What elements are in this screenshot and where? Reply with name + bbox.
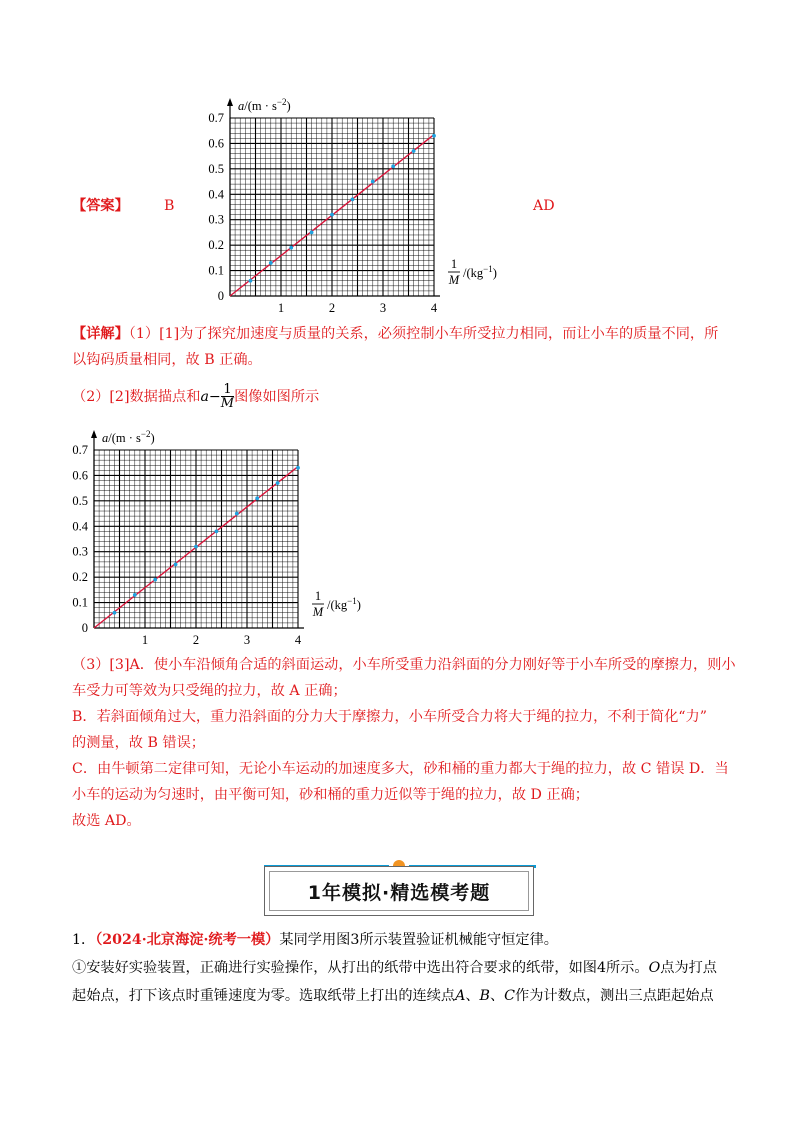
question-line-3: 起始点，打下该点时重锤速度为零。选取纸带上打出的连续点A、B、C作为计数点，测出三点距起始点	[72, 988, 714, 1004]
y-tick-label: 0	[81, 621, 88, 635]
section-banner	[264, 862, 536, 918]
x-tick-label: 1	[141, 633, 149, 647]
data-point	[412, 149, 416, 153]
chart-svg	[196, 92, 516, 315]
x-tick-label: 2	[328, 301, 336, 315]
detail-paragraph-2: （2）[2]数据描点和 a − $\frac{1}{M}$ 图像如图所示	[72, 382, 320, 411]
y-tick-label: 0.4	[208, 187, 224, 202]
data-point	[133, 593, 137, 597]
x-tick-label: 1	[277, 301, 285, 315]
y-tick-label: 0.2	[208, 238, 224, 253]
detail-paragraph-3a: （3）[3]A．使小车沿倾角合适的斜面运动，小车所受重力沿斜面的分力刚好等于小车所受的摩擦力，则小	[72, 657, 736, 673]
formula-var-a: a	[200, 388, 209, 405]
data-point	[310, 231, 314, 235]
question-source: （2024·北京海淀·统考一模）	[95, 932, 280, 948]
data-point	[113, 611, 117, 615]
x-tick-label: 2	[192, 633, 200, 647]
data-point	[296, 466, 300, 470]
grid	[230, 118, 434, 296]
x-tick-label: 4	[294, 633, 302, 647]
answer-blank-1: B	[164, 198, 175, 214]
y-tick-label: 0.5	[208, 161, 224, 176]
y-tick-label: 0.1	[72, 595, 88, 610]
y-axis-label: $a/(m \cdot s^{-2})$	[238, 97, 291, 113]
x-tick-label: 4	[430, 301, 438, 315]
y-tick-label: 0.7	[208, 111, 224, 125]
y-tick-label: 0.3	[208, 212, 224, 227]
detail-paragraph-3b: 车受力可等效为只受绳的拉力，故 A 正确；	[72, 683, 347, 699]
formula-fraction: $\frac{1}{M}$	[220, 382, 235, 411]
question-number: 1．	[72, 932, 96, 948]
data-point	[235, 512, 239, 516]
data-point	[276, 481, 280, 485]
question-line-2: ①安装好实验装置，正确进行实验操作，从打出的纸带中选出符合要求的纸带，如图4所示。O点为打点	[72, 960, 717, 976]
data-point	[432, 134, 436, 138]
data-point	[391, 164, 395, 168]
question-line-1: 1．（2024·北京海淀·统考一模）某同学用图3所示装置验证机械能守恒定律。	[72, 932, 558, 948]
y-tick-label: 0.7	[72, 443, 88, 457]
banner-inner	[269, 871, 529, 911]
x-axis-label: $/(kg^{-1})$	[463, 264, 497, 280]
y-tick-label: 0.3	[72, 544, 88, 559]
data-point	[249, 279, 253, 283]
y-tick-label: 0.6	[72, 468, 88, 483]
y-tick-label: 0	[217, 289, 224, 303]
detail-paragraph-3f: 小车的运动为匀速时，由平衡可知，砂和桶的重力近似等于绳的拉力，故 D 正确；	[72, 787, 589, 803]
x-label-denominator: M	[448, 273, 460, 287]
y-tick-label: 0.5	[72, 493, 88, 508]
x-axis-label: $/(kg^{-1})$	[327, 596, 361, 612]
data-point	[330, 213, 334, 217]
data-point	[289, 246, 293, 250]
y-axis-arrow-icon	[227, 98, 233, 106]
chart-acceleration-vs-inverse-mass-1	[196, 92, 516, 315]
chart-acceleration-vs-inverse-mass-2	[60, 424, 380, 647]
detail-paragraph-1b: 以钩码质量相同，故 B 正确。	[72, 352, 262, 368]
data-point	[351, 197, 355, 201]
detail-paragraph-3e: C．由牛顿第二定律可知，无论小车运动的加速度多大，砂和桶的重力都大于绳的拉力，故 C 错误 D．当	[72, 761, 729, 777]
data-point	[269, 261, 273, 265]
y-axis-arrow-icon	[91, 430, 97, 438]
y-tick-label: 0.2	[72, 570, 88, 585]
x-label-denominator: M	[312, 605, 324, 619]
x-tick-label: 3	[243, 633, 251, 647]
grid	[94, 450, 298, 628]
answer-blank-2: AD	[533, 198, 555, 214]
detail-label: 【详解】	[72, 326, 129, 342]
detail-paragraph-3c: B．若斜面倾角过大，重力沿斜面的分力大于摩擦力，小车所受合力将大于绳的拉力，不利于简化“力”	[72, 709, 707, 725]
data-point	[215, 529, 219, 533]
detail-paragraph-3g: 故选 AD。	[72, 813, 141, 829]
y-axis-label: $a/(m \cdot s^{-2})$	[102, 429, 155, 445]
data-point	[174, 563, 178, 567]
chart-svg	[60, 424, 380, 647]
data-point	[194, 545, 198, 549]
y-tick-label: 0.6	[208, 136, 224, 151]
x-tick-label: 3	[379, 301, 387, 315]
x-label-numerator: 1	[450, 257, 458, 271]
data-point	[153, 578, 157, 582]
y-tick-label: 0.4	[72, 519, 88, 534]
data-point	[255, 496, 259, 500]
x-label-numerator: 1	[314, 589, 322, 603]
y-tick-label: 0.1	[208, 263, 224, 278]
banner-box	[264, 866, 534, 916]
answer-label: 【答案】	[72, 198, 129, 214]
data-point	[371, 180, 375, 184]
banner-title: 1年模拟·精选模考题	[307, 881, 491, 904]
detail-paragraph-3d: 的测量，故 B 错误；	[72, 735, 205, 751]
detail-paragraph-1a: 【详解】（1）[1]为了探究加速度与质量的关系，必须控制小车所受拉力相同，而让小车的质量不同，所	[72, 326, 719, 342]
